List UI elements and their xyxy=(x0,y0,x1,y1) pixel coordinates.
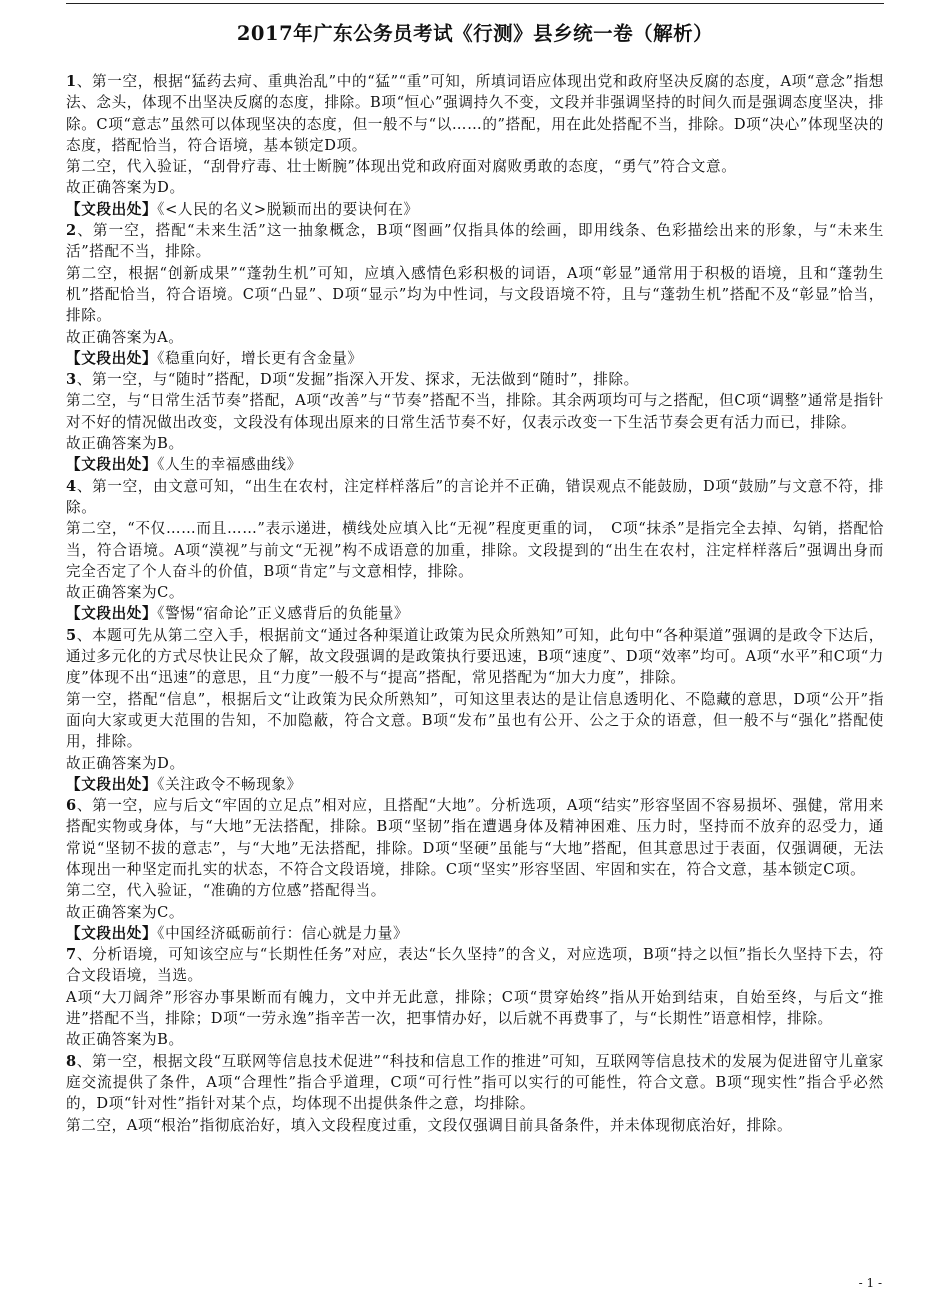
page-number: - 1 - xyxy=(858,1276,882,1290)
answer-4-para-2: 第二空，“不仅……而且……”表示递进，横线处应填入比“无视”程度更重的词， C项“抹杀”是指完全去掉、勾销，搭配恰当，符合语境。A项“漠视”与前文“无视”构不成语意的加重，排除。文段提到的“出生在农村，注定样样落后”强调出身而完全否定了个人奋斗的价值，B项“肯定”与文意相悖，排除。 xyxy=(66,520,884,580)
answer-4-conclusion: 故正确答案为C。 xyxy=(66,584,185,602)
answer-1-conclusion: 故正确答案为D。 xyxy=(66,179,185,197)
answer-6-conclusion: 故正确答案为C。 xyxy=(66,903,185,921)
answer-5-conclusion: 故正确答案为D。 xyxy=(66,754,185,772)
answer-5-source: 【文段出处】《关注政令不畅现象》 xyxy=(66,775,302,793)
answer-1-para-1: 1、第一空，根据“猛药去疴、重典治乱”中的“猛”“重”可知，所填词语应体现出党和政府坚决反腐的态度，A项“意念”指想法、念头，体现不出坚决反腐的态度，排除。B项“恒心”强调持久不变，文段并非强调坚持的时间久而是强调态度坚决，排除。C项“意志”虽然可以体现坚决的态度，但一般不与“以……的”搭配，用在此处搭配不当，排除。D项“决心”体现坚决的态度，搭配恰当，符合语境，基本锁定D项。 xyxy=(66,73,884,154)
answer-2-para-1: 2、第一空，搭配“未来生活”这一抽象概念，B项“图画”仅指具体的绘画，即用线条、色彩描绘出来的形象，与“未来生活”搭配不当，排除。 xyxy=(66,222,884,261)
answer-4-para-1: 4、第一空，由文意可知，“出生在农村，注定样样落后”的言论并不正确，错误观点不能鼓励，D项“鼓励”与文意不符，排除。 xyxy=(66,477,884,516)
answer-number: 4 xyxy=(66,477,77,495)
answer-number: 7 xyxy=(66,946,77,964)
answer-1-para-2: 第二空，代入验证，“刮骨疗毒、壮士断腕”体现出党和政府面对腐败勇敢的态度，“勇气”符合文意。 xyxy=(66,158,737,176)
top-rule xyxy=(66,3,884,4)
answer-8-para-2: 第二空，A项“根治”指彻底治好，填入文段程度过重，文段仅强调目前具备条件，并未体现彻底治好，排除。 xyxy=(66,1116,793,1134)
answer-1-source: 【文段出处】《<人民的名义>脱颖而出的要诀何在》 xyxy=(66,200,419,218)
answer-number: 5 xyxy=(66,626,77,644)
answer-3-para-2: 第二空，与“日常生活节奏”搭配，A项“改善”与“节奏”搭配不当，排除。其余两项均可与之搭配，但C项“调整”通常是指针对不好的情况做出改变，文段没有体现出原来的日常生活节奏不好，仅表示改变一下生活节奏会更有活力而已，排除。 xyxy=(66,392,884,431)
answer-3-source: 【文段出处】《人生的幸福感曲线》 xyxy=(66,456,302,474)
answer-6-para-2: 第二空，代入验证，“准确的方位感”搭配得当。 xyxy=(66,882,386,900)
answer-7-conclusion: 故正确答案为B。 xyxy=(66,1031,184,1049)
answer-7-para-2: A项“大刀阔斧”形容办事果断而有魄力，文中并无此意，排除；C项“贯穿始终”指从开始到结束，自始至终，与后文“推进”搭配不当，排除；D项“一劳永逸”指辛苦一次，把事情办好，以后就不再费事了，与“长期性”语意相悖，排除。 xyxy=(66,988,884,1028)
answer-3-conclusion: 故正确答案为B。 xyxy=(66,435,184,453)
answer-5-para-1: 5、本题可先从第二空入手，根据前文“通过各种渠道让政策为民众所熟知”可知，此句中“各种渠道”强调的是政令下达后，通过多元化的方式尽快让民众了解，故文段强调的是政策执行要迅速，B项“速度”、D项“效率”均可。A项“水平”和C项“力度”体现不出“迅速”的意思，且“力度”一般不与“提高”搭配，常见搭配为“加大力度”，排除。 xyxy=(66,626,884,687)
answer-3-para-1: 3、第一空，与“随时”搭配，D项“发掘”指深入开发、探求，无法做到“随时”，排除。 xyxy=(66,371,639,389)
answer-2-conclusion: 故正确答案为A。 xyxy=(66,328,184,346)
answer-content xyxy=(66,71,884,1136)
answer-6-para-1: 6、第一空，应与后文“牢固的立足点”相对应，且搭配“大地”。分析选项，A项“结实”形容坚固不容易损坏、强健，常用来搭配实物或身体，与“大地”无法搭配，排除。B项“坚韧”指在遭遇身体及精神困难、压力时，坚持而不放弃的忍受力，通常说“坚韧不拔的意志”，与“大地”无法搭配，排除。D项“坚硬”虽能与“大地”搭配，但其意思过于表面，仅强调硬，无法体现出一种坚定而扎实的状态，不符合文段语境，排除。C项“坚实”形容坚固、牢固和实在，符合文意，基本锁定C项。 xyxy=(66,797,884,878)
answer-2-source: 【文段出处】《稳重向好，增长更有含金量》 xyxy=(66,349,363,367)
answer-number: 3 xyxy=(66,371,77,389)
answer-5-para-2: 第一空，搭配“信息”，根据后文“让政策为民众所熟知”，可知这里表达的是让信息透明化、不隐藏的意思，D项“公开”指面向大家或更大范围的告知，不加隐蔽，符合文意。B项“发布”虽也有公开、公之于众的语意，但一般不与“强化”搭配使用，排除。 xyxy=(66,690,884,751)
answer-8-para-1: 8、第一空，根据文段“互联网等信息技术促进”“科技和信息工作的推进”可知，互联网等信息技术的发展为促进留守儿童家庭交流提供了条件，A项“合理性”指合乎道理，C项“可行性”指可以实行的可能性，符合文意。B项“现实性”指合乎必然的，D项“针对性”指针对某个点，均体现不出提供条件之意，均排除。 xyxy=(66,1052,884,1113)
answer-number: 2 xyxy=(66,222,77,240)
answer-2-para-2: 第二空，根据“创新成果”“蓬勃生机”可知，应填入感情色彩积极的词语，A项“彰显”通常用于积极的语境，且和“蓬勃生机”搭配恰当，符合语境。C项“凸显”、D项“显示”均为中性词，与文段语境不符，且与“蓬勃生机”搭配不及“彰显”恰当，排除。 xyxy=(66,264,884,325)
answer-7-para-1: 7、分析语境，可知该空应与“长期性任务”对应，表达“长久坚持”的含义，对应选项，B项“持之以恒”指长久坚持下去，符合文段语境，当选。 xyxy=(66,946,884,985)
answer-number: 1 xyxy=(66,73,77,90)
answer-6-source: 【文段出处】《中国经济砥砺前行：信心就是力量》 xyxy=(66,924,409,942)
answer-4-source: 【文段出处】《警惕“宿命论”正义感背后的负能量》 xyxy=(66,605,410,623)
answer-number: 6 xyxy=(66,797,77,815)
answer-number: 8 xyxy=(66,1052,77,1070)
page-title: 2017年广东公务员考试《行测》县乡统一卷（解析） xyxy=(236,22,714,45)
